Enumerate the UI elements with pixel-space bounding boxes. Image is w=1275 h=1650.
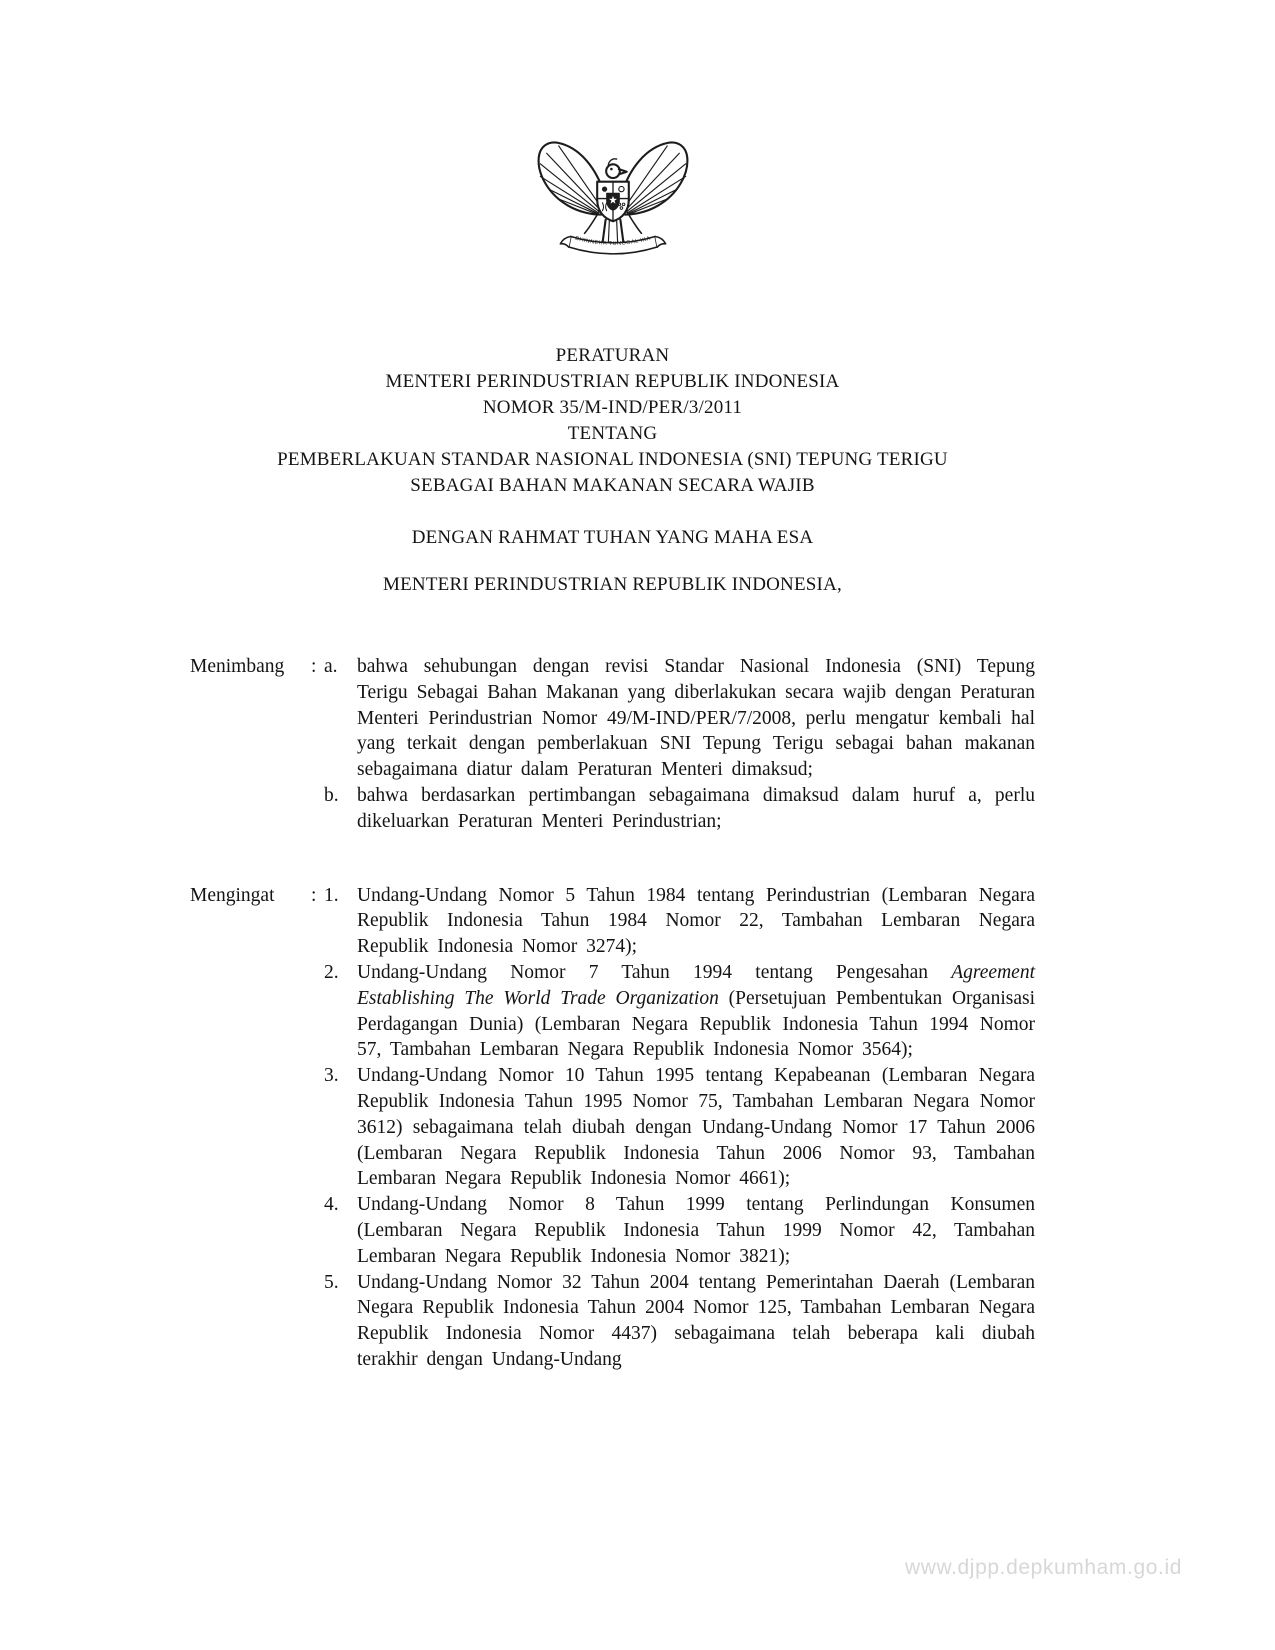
mengingat-colon: : xyxy=(311,884,317,906)
item-text xyxy=(357,960,1035,1063)
menimbang-label: Menimbang xyxy=(190,656,285,677)
legal-basis-item xyxy=(324,1063,1035,1192)
title-line-tentang: TENTANG xyxy=(567,423,658,444)
mengingat-items xyxy=(324,883,1035,1373)
item-marker: 5. xyxy=(324,1271,339,1293)
legal-basis-item xyxy=(324,1192,1035,1269)
authority-line: MENTERI PERINDUSTRIAN REPUBLIK INDONESIA, xyxy=(383,574,842,595)
consideration-item xyxy=(324,654,1035,783)
item-text: Undang-Undang Nomor 8 Tahun 1999 tentang Perlindungan Konsumen (Lembaran Negara Republik Indonesia Tahun 1999 Nomor 42, Tambahan Lembaran Negara Republik Indonesia Nomor 3821); xyxy=(357,1194,1035,1267)
garuda-svg xyxy=(534,130,692,304)
item-text: Undang-Undang Nomor 32 Tahun 2004 tentang Pemerintahan Daerah (Lembaran Negara Republik Indonesia Tahun 2004 Nomor 125, Tambahan Lembaran Negara Republik Indonesia Nomor 4437) sebagaimana telah beberapa kali diubah terakhir dengan Undang-Undang xyxy=(357,1271,1035,1370)
item-text: bahwa sehubungan dengan revisi Standar Nasional Indonesia (SNI) Tepung Terigu Sebagai Bahan Makanan yang diberlakukan secara wajib dengan Peraturan Menteri Perindustrian Nomor 49/M-IND/PER/7/2008, perlu mengatur kembali hal yang terkait dengan pemberlakuan SNI Tepung Terigu sebagai bahan makanan sebagaimana diatur dalam Peraturan Menteri dimaksud; xyxy=(357,656,1035,781)
item-text-segment: Undang-Undang Nomor 7 Tahun 1994 tentang Pengesahan xyxy=(357,961,952,983)
title-line-subject-1: PEMBERLAKUAN STANDAR NASIONAL INDONESIA (SNI) TEPUNG TERIGU xyxy=(277,449,948,470)
legal-basis-item xyxy=(324,883,1035,960)
emblem-motto-text: BHINNEKA TUNGGAL IKA xyxy=(574,235,651,247)
item-text: Undang-Undang Nomor 5 Tahun 1984 tentang Perindustrian (Lembaran Negara Republik Indonesia Tahun 1984 Nomor 22, Tambahan Lembaran Negara Republik Indonesia Nomor 3274); xyxy=(357,884,1035,958)
mengingat-label: Mengingat xyxy=(190,884,275,906)
legal-basis-item xyxy=(324,960,1035,1063)
item-marker: 4. xyxy=(324,1194,339,1216)
title-line-subject-2: SEBAGAI BAHAN MAKANAN SECARA WAJIB xyxy=(410,475,815,496)
item-marker: a. xyxy=(324,656,338,677)
garuda-pancasila-emblem xyxy=(190,0,1035,309)
item-text-italic-segment: Agreement Establishing The World Trade Organization xyxy=(357,961,1035,1009)
item-text: Undang-Undang Nomor 10 Tahun 1995 tentang Kepabeanan (Lembaran Negara Republik Indonesia Tahun 1995 Nomor 75, Tambahan Lembaran Negara Nomor 3612) sebagaimana telah diubah dengan Undang-Undang Nomor 17 Tahun 2006 (Lembaran Negara Republik Indonesia Tahun 2006 Nomor 93, Tambahan Lembaran Negara Republik Indonesia Nomor 4661); xyxy=(357,1065,1035,1190)
menimbang-items xyxy=(324,654,1035,835)
item-text-segment: (Persetujuan Pembentukan Organisasi Perdagangan Dunia) (Lembaran Negara Republik Indonesia Tahun 1994 Nomor 57, Tambahan Lembaran Negara Republik Indonesia Nomor 3564); xyxy=(357,987,1035,1061)
item-marker: 3. xyxy=(324,1065,339,1087)
legal-basis-item xyxy=(324,1270,1035,1373)
item-marker: b. xyxy=(324,784,339,806)
title-line-ministry: MENTERI PERINDUSTRIAN REPUBLIK INDONESIA xyxy=(385,371,840,392)
item-text: bahwa berdasarkan pertimbangan sebagaimana dimaksud dalam huruf a, perlu dikeluarkan Peraturan Menteri Perindustrian; xyxy=(357,784,1035,832)
menimbang-section xyxy=(190,654,1035,835)
watermark: www.djpp.depkumham.go.id xyxy=(904,1556,1182,1579)
item-marker: 1. xyxy=(324,884,339,906)
invocation-line: DENGAN RAHMAT TUHAN YANG MAHA ESA xyxy=(411,527,814,548)
item-marker: 2. xyxy=(324,961,339,983)
document-title-block xyxy=(190,343,1035,499)
title-line-peraturan: PERATURAN xyxy=(555,345,670,366)
title-line-number: NOMOR 35/M-IND/PER/3/2011 xyxy=(482,397,743,418)
menimbang-colon: : xyxy=(311,656,317,677)
mengingat-section xyxy=(190,883,1035,1373)
consideration-item xyxy=(324,783,1035,835)
